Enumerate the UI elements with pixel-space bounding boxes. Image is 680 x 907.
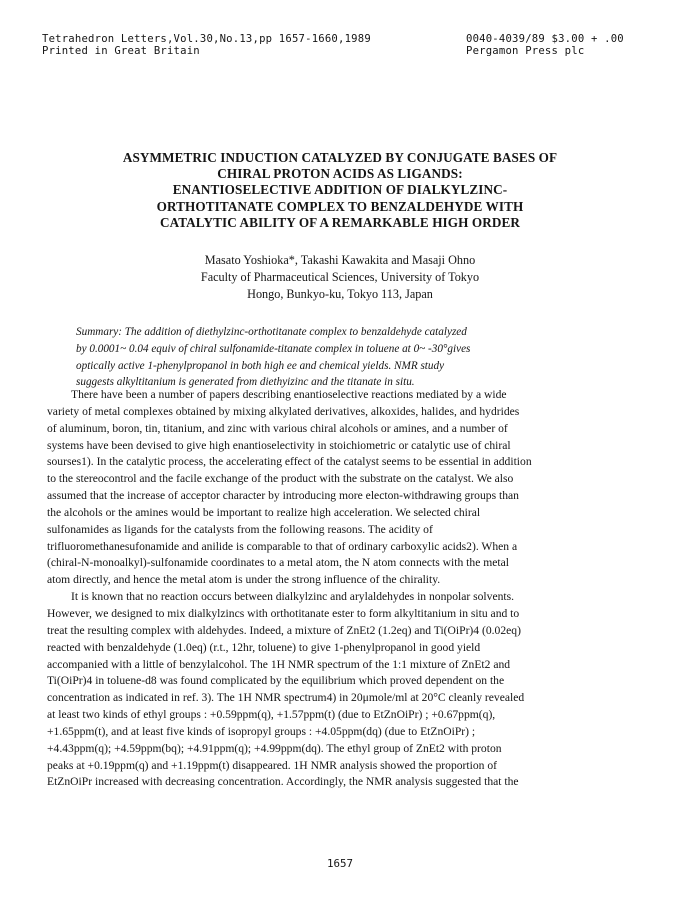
summary-line: optically active 1-phenylpropanol in both high ee and chemical yields. NMR study (76, 359, 445, 372)
affiliation: Faculty of Pharmaceutical Sciences, University of Tokyo (200, 270, 480, 284)
address: Hongo, Bunkyo-ku, Tokyo 113, Japan (247, 287, 433, 301)
body-line: the alcohols or the amines would be important to realize high acceleration. We selected chiral (47, 505, 481, 519)
title-line: ENANTIOSELECTIVE ADDITION OF DIALKYLZINC- (172, 182, 508, 198)
body-line: However, we designed to mix dialkylzincs with orthotitanate ester to form alkyltitanium in situ and to (47, 606, 520, 620)
summary (76, 324, 628, 391)
title-line: CHIRAL PROTON ACIDS AS LIGANDS: (217, 166, 463, 182)
body-line: treat the resulting complex with aldehydes. Indeed, a mixture of ZnEt2 (1.2eq) and Ti(OiPr)4 (0.02eq) (47, 623, 521, 637)
summary-line: suggests alkyltitanium is generated from diethyizinc and the titanate in situ. (76, 376, 415, 389)
journal-header (42, 33, 652, 57)
body-line: to the stereocontrol and the facile exchange of the product with the substrate on the catalyst. We also (47, 472, 514, 486)
body-line: It is known that no reaction occurs between dialkylzinc and arylaldehydes in nonpolar solvents. (71, 590, 515, 604)
page-number: 1657 (326, 857, 353, 870)
title-line: CATALYTIC ABILITY OF A REMARKABLE HIGH ORDER (159, 214, 521, 230)
body-line: reacted with benzaldehyde (1.0eq) (r.t., 12hr, toluene) to give 1-phenylpropanol in good yield (47, 640, 481, 654)
printed-in: Printed in Great Britain (42, 45, 200, 57)
body-line: atom directly, and hence the metal atom is under the strong influence of the chirality. (47, 573, 441, 587)
body-line: of aluminum, boron, tin, titanium, and zinc with various chiral alcohols or amines, and a number of (47, 421, 508, 435)
body-line: (chiral-N-monoalkyl)-sulfonamide coordinates to a metal atom, the N atom connects with the metal (47, 556, 509, 570)
author-block (40, 252, 640, 303)
body-line: concentration as indicated in ref. 3). The 1H NMR spectrum4) in 20μmole/ml at 20°C cleanly revealed (47, 691, 525, 705)
body-line: +4.43ppm(q); +4.59ppm(bq); +4.91ppm(q); +4.99ppm(dq). The ethyl group of ZnEt2 with proton (47, 741, 502, 755)
body-line: systems have been devised to give high enantioselectivity in stoichiometric or catalytic use of chiral (47, 438, 511, 452)
body-line: at least two kinds of ethyl groups : +0.59ppm(q), +1.57ppm(t) (due to EtZnOiPr) ; +0.67ppm(q), (47, 708, 496, 722)
author-names: Masato Yoshioka*, Takashi Kawakita and Masaji Ohno (204, 253, 476, 267)
body-line: sourses1). In the catalytic process, the accelerating effect of the catalyst seems to be essential in addition (47, 455, 532, 469)
body-line: sulfonamides as ligands for the catalysts from the following reasons. The acidity of (47, 522, 433, 536)
body-line: assumed that the increase of acceptor character by introducing more electon-withdrawing groups than (47, 489, 519, 503)
publisher: Pergamon Press plc (466, 45, 585, 57)
summary-line: Summary: The addition of diethylzinc-orthotitanate complex to benzaldehyde catalyzed (76, 326, 467, 338)
title-line: ASYMMETRIC INDUCTION CATALYZED BY CONJUGATE BASES OF (122, 150, 558, 165)
title-line: ORTHOTITANATE COMPLEX TO BENZALDEHYDE WITH (156, 198, 524, 214)
citation-line: Tetrahedron Letters,Vol.30,No.13,pp 1657-1660,1989 (42, 33, 371, 45)
summary-line: by 0.0001~ 0.04 equiv of chiral sulfonamide-titanate complex in toluene at 0~ -30°gives (76, 342, 471, 355)
body-line: peaks at +0.19ppm(q) and +1.19ppm(t) disappeared. 1H NMR analysis showed the proportion of (47, 758, 498, 772)
paper-title (40, 150, 640, 231)
body-line: variety of metal complexes obtained by mixing alkylated derivatives, alkoxides, halides, and hydrides (47, 404, 520, 418)
body-text (47, 387, 641, 791)
body-line: +1.65ppm(t), and at least five kinds of isopropyl groups : +4.05ppm(dq) (due to EtZnOiPr) ; (47, 724, 476, 738)
body-line: accompanied with a little of benzylalcohol. The 1H NMR spectrum of the 1:1 mixture of ZnEt2 and (47, 657, 511, 671)
body-line: There have been a number of papers describing enantioselective reactions mediated by a wide (71, 388, 507, 401)
body-line: Ti(OiPr)4 in toluene-d8 was found complicated by the equilibrium which proved dependent on the (47, 674, 505, 688)
body-line: EtZnOiPr increased with decreasing concentration. Accordingly, the NMR analysis suggested that the (47, 775, 519, 789)
price-code: 0040-4039/89 $3.00 + .00 (466, 33, 624, 45)
body-line: trifluoromethanesufonamide and anilide is comparable to that of ordinary carboxylic acids2). When a (47, 539, 518, 553)
